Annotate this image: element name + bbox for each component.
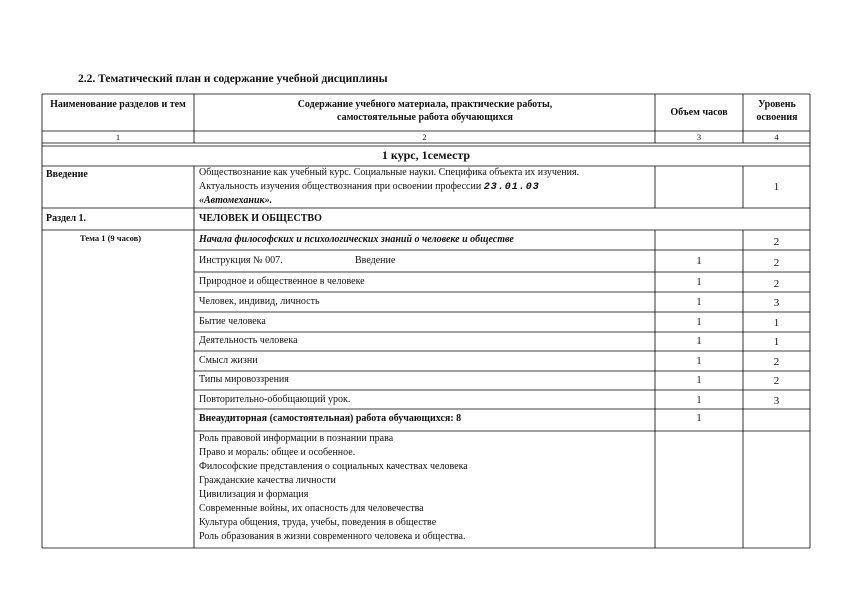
list-item-hours: 1: [696, 395, 702, 406]
list-item-text: Человек, индивид, личность: [199, 296, 320, 307]
independent-work-hours: 1: [696, 413, 702, 424]
independent-item: Культура общения, труда, учебы, поведения в обществе: [199, 517, 437, 528]
list-item-level: 1: [773, 336, 780, 348]
intro-content-prefix: Актуальность изучения обществознания при освоении профессии: [199, 181, 484, 192]
header-col-content: Содержание учебного материала, практические работы, самостоятельные работа обучающихся: [297, 99, 553, 123]
list-item-hours: 1: [696, 317, 702, 328]
list-item-text: Инструкция № 007.: [199, 255, 283, 266]
list-item-text: Смысл жизни: [199, 355, 258, 366]
list-item-level: 2: [773, 278, 780, 290]
list-item-hours: 1: [696, 375, 702, 386]
column-number-4: 4: [774, 132, 779, 142]
list-item-hours: 1: [696, 256, 702, 267]
list-item-level: 3: [773, 395, 780, 407]
list-item-text: Типы мировоззрения: [199, 374, 289, 385]
course-row: 1 курс, 1семестр: [381, 148, 471, 162]
intro-content-line1: Обществознание как учебный курс. Социальные науки. Специфика объекта их изучения.: [199, 167, 580, 178]
independent-item: Философские представления о социальных качествах человека: [199, 461, 468, 472]
list-item-hours: 1: [696, 336, 702, 347]
header-col-hours: Объем часов: [670, 107, 728, 118]
section1-title: ЧЕЛОВЕК И ОБЩЕСТВО: [199, 213, 322, 224]
intro-content-line2: [199, 181, 540, 195]
list-item-text: Повторительно-обобщающий урок.: [199, 394, 351, 405]
independent-item: Роль образования в жизни современного человека и общества.: [199, 531, 466, 542]
section1-name: Раздел 1.: [46, 213, 87, 224]
list-item-level: 2: [773, 375, 780, 387]
list-item-hours: 1: [696, 356, 702, 367]
profession-code: 23.01.03: [483, 182, 540, 193]
intro-name: Введение: [46, 169, 88, 180]
column-number-2: 2: [422, 132, 427, 142]
list-item-extra: Введение: [355, 255, 396, 266]
list-item-hours: 1: [696, 277, 702, 288]
topic1-level: 2: [773, 236, 780, 248]
column-number-1: 1: [115, 132, 121, 142]
independent-item: Цивилизация и формация: [199, 489, 309, 500]
list-item-text: Деятельность человека: [199, 335, 298, 346]
intro-content-line3: «Автомеханик».: [199, 195, 273, 206]
header-col-name: Наименование разделов и тем: [50, 99, 186, 110]
header-col-level: Уровень освоения: [756, 99, 798, 123]
column-number-3: 3: [696, 132, 702, 142]
list-item-level: 2: [773, 356, 780, 368]
topic1-title: Начала философских и психологических знаний о человеке и обществе: [199, 234, 514, 245]
independent-item: Право и мораль: общее и особенное.: [199, 447, 356, 458]
topic1-name: Тема 1 (9 часов): [80, 233, 142, 243]
independent-item: Роль правовой информации в познании права: [199, 433, 394, 444]
independent-item: Гражданские качества личности: [199, 475, 336, 486]
independent-item: Современные войны, их опасность для человечества: [199, 503, 424, 514]
list-item-level: 3: [773, 297, 780, 309]
intro-level: 1: [773, 181, 780, 193]
list-item-text: Природное и общественное в человеке: [199, 276, 365, 287]
list-item-level: 1: [773, 317, 780, 329]
section-title: 2.2. Тематический план и содержание учебной дисциплины: [78, 73, 388, 85]
list-item-level: 2: [773, 257, 780, 269]
list-item-hours: 1: [696, 297, 702, 308]
independent-work-title: Внеаудиторная (самостоятельная) работа обучающихся: 8: [199, 413, 462, 424]
list-item-text: Бытие человека: [199, 316, 266, 327]
